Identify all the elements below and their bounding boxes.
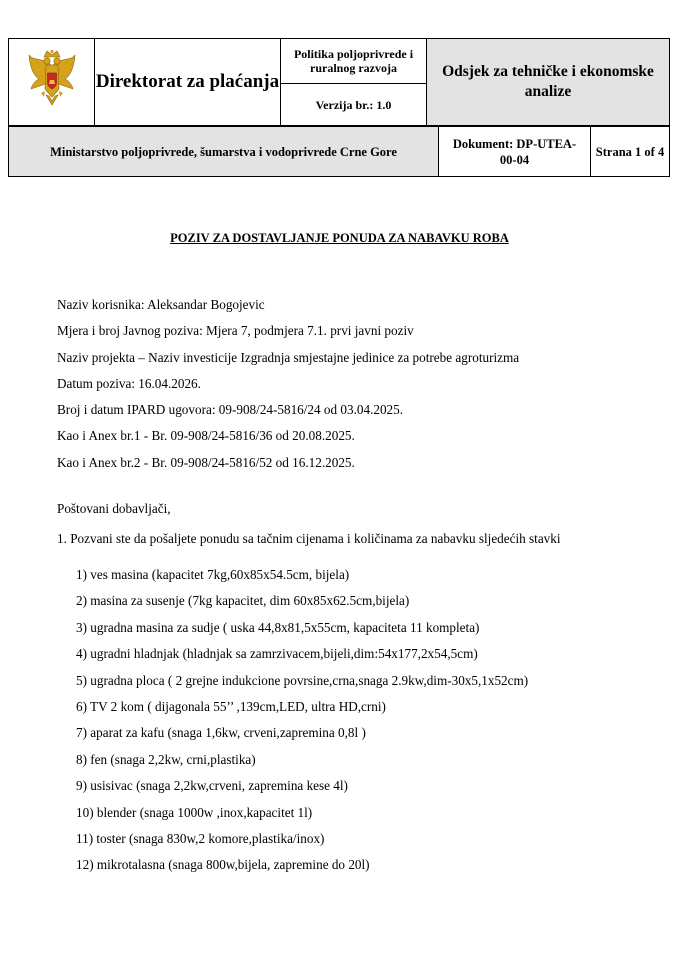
- info-block: [57, 296, 519, 480]
- list-item: 3) ugradna masina za sudje ( uska 44,8x81,5x55cm, kapaciteta 11 kompleta): [76, 619, 480, 635]
- item-list: [76, 566, 528, 883]
- list-item: 7) aparat za kafu (snaga 1,6kw, crveni,zapremina 0,8l ): [76, 725, 366, 741]
- logo-cell: [9, 39, 95, 126]
- document-title: POZIV ZA DOSTAVLJANJE PONUDA ZA NABAVKU ROBA: [170, 231, 509, 245]
- org-title: Direktorat za plaćanja: [95, 39, 281, 126]
- list-item: 4) ugradni hladnjak (hladnjak sa zamrzivacem,bijeli,dim:54x177,2x54,5cm): [76, 646, 478, 662]
- info-line: Naziv projekta – Naziv investicije Izgradnja smjestajne jedinice za potrebe agroturizma: [57, 349, 520, 365]
- list-item: 9) usisivac (snaga 2,2kw,crveni, zapremina kese 4l): [76, 778, 348, 794]
- list-item: 11) toster (snaga 830w,2 komore,plastika/inox): [76, 830, 325, 846]
- info-line: Mjera i broj Javnog poziva: Mjera 7, podmjera 7.1. prvi javni poziv: [57, 323, 414, 339]
- point-1: 1. Pozvani ste da pošaljete ponudu sa tačnim cijenama i količinama za nabavku sljedećih stavki: [57, 531, 561, 546]
- info-line: Broj i datum IPARD ugovora: 09-908/24-5816/24 od 03.04.2025.: [57, 402, 404, 418]
- list-item: 8) fen (snaga 2,2kw, crni,plastika): [76, 751, 256, 767]
- list-item: 1) ves masina (kapacitet 7kg,60x85x54.5cm, bijela): [76, 567, 350, 582]
- greeting: Poštovani dobavljači,: [57, 501, 171, 516]
- document-number: Dokument: DP-UTEA-00-04: [439, 127, 591, 177]
- policy-label: Politika poljoprivrede i ruralnog razvoja: [281, 39, 426, 84]
- header-row-2: [8, 126, 670, 177]
- list-item: 5) ugradna ploca ( 2 grejne indukcione povrsine,crna,snaga 2.9kw,dim-30x5,1x52cm): [76, 672, 529, 688]
- page-number: Strana 1 of 4: [591, 127, 670, 177]
- ministry-label: Ministarstvo poljoprivrede, šumarstva i vodoprivrede Crne Gore: [9, 127, 439, 177]
- list-item: 2) masina za susenje (7kg kapacitet, dim 60x85x62.5cm,bijela): [76, 593, 410, 609]
- info-line: Naziv korisnika: Aleksandar Bogojevic: [57, 297, 265, 312]
- montenegro-coat-of-arms-icon: [27, 49, 77, 111]
- list-item: 12) mikrotalasna (snaga 800w,bijela, zapremine do 20l): [76, 857, 370, 873]
- info-line: Kao i Anex br.1 - Br. 09-908/24-5816/36 od 20.08.2025.: [57, 428, 355, 444]
- list-item: 10) blender (snaga 1000w ,inox,kapacitet 1l): [76, 804, 313, 820]
- department-label: Odsjek za tehničke i ekonomske analize: [427, 39, 670, 126]
- list-item: 6) TV 2 kom ( dijagonala 55’’ ,139cm,LED, ultra HD,crni): [76, 698, 386, 714]
- version-label: Verzija br.: 1.0: [315, 97, 392, 112]
- info-line: Kao i Anex br.2 - Br. 09-908/24-5816/52 od 16.12.2025.: [57, 454, 355, 470]
- header-table: [8, 38, 670, 126]
- info-line: Datum poziva: 16.04.2026.: [57, 375, 201, 391]
- policy-version-cell: [281, 39, 427, 126]
